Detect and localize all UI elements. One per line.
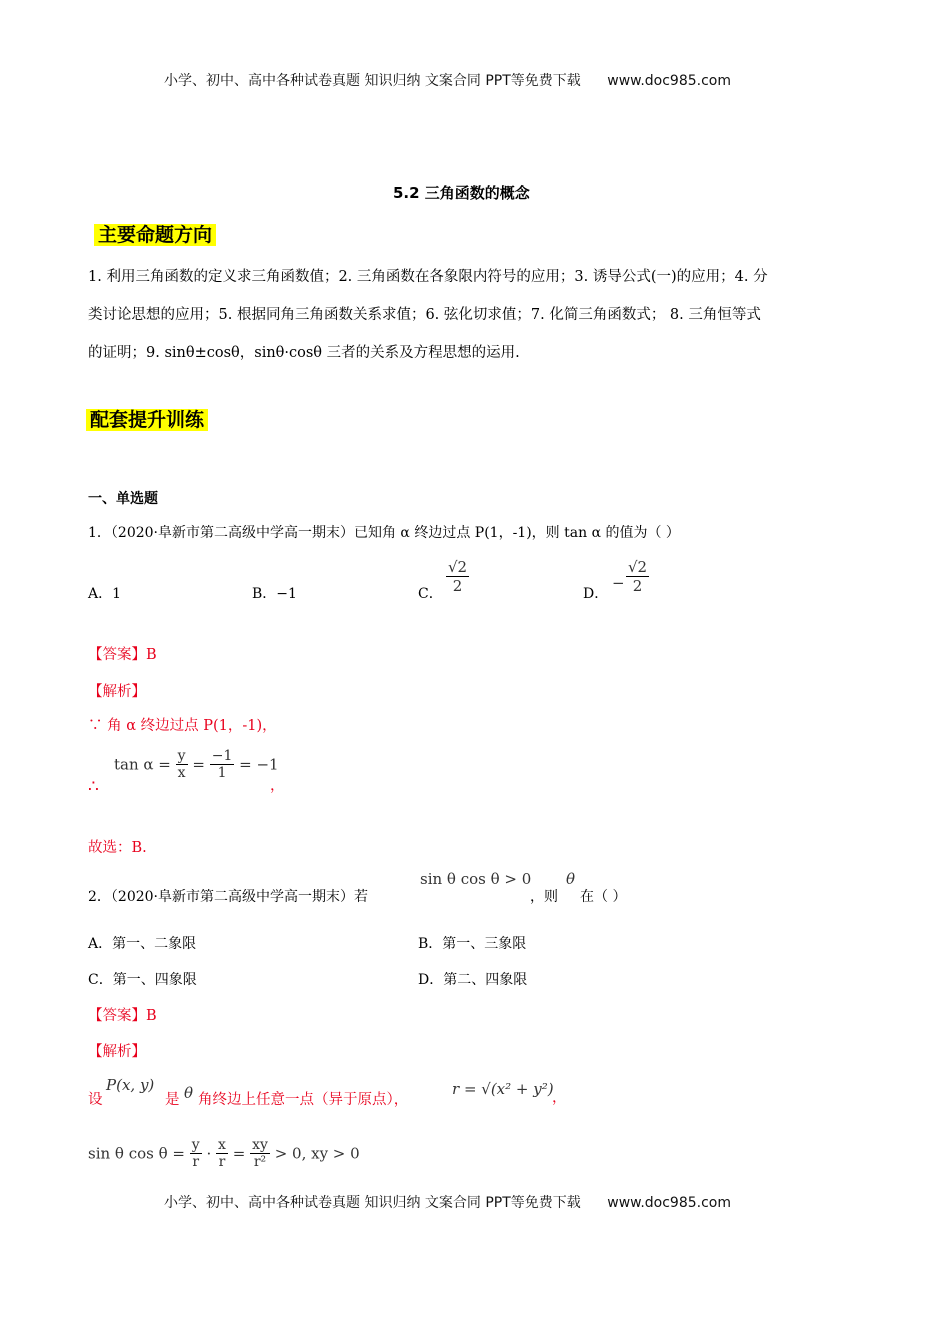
point-p: P(x, y) (106, 1076, 155, 1094)
comma: ， (552, 1090, 567, 1106)
q1-option-d-negative-sign: − (612, 574, 625, 592)
equals-sign: = (232, 1144, 246, 1163)
q2-solution-mid-2: 角终边上任意一点（异于原点）， (198, 1092, 409, 1108)
fraction-denominator: 2 (626, 576, 649, 595)
formula-rhs: = −1 (239, 755, 279, 774)
body-line: 的证明；9. sinθ±cosθ，sinθ·cosθ 三者的关系及方程思想的运用. (88, 345, 520, 361)
q1-solution-line-1: ∵ 角 α 终边过点 P(1，-1)， (88, 718, 277, 734)
q1-option-c-label: C． (418, 586, 443, 602)
q1-option-c-fraction (446, 558, 469, 595)
header-text: 小学、初中、高中各种试卷真题 知识归纳 文案合同 PPT等免费下载 (164, 73, 581, 89)
part-heading: 一、单选题 (88, 491, 158, 507)
question-2-stem-prefix: 2．（2020·阜新市第二高级中学高一期末）若 (88, 889, 368, 905)
q1-conclusion: 故选：B. (88, 840, 147, 856)
q2-solution-formula (88, 1137, 360, 1170)
body-line: 类讨论思想的应用；5. 根据同角三角函数关系求值；6. 弦化切求值；7. 化简三角函数式； 8. 三角恒等式 (88, 307, 761, 323)
q1-option-d-label: D． (583, 586, 609, 602)
q2-option-d: D．第二、四象限 (418, 972, 528, 988)
body-line: 1. 利用三角函数的定义求三角函数值；2. 三角函数在各象限内符号的应用；3. 诱导公式(一)的应用；4. 分 (88, 269, 768, 285)
section-heading-training (86, 406, 208, 434)
q2-option-b: B．第一、三象限 (418, 936, 527, 952)
comma: ， (270, 778, 285, 794)
question-2-stem-mid: ，则 (530, 889, 558, 905)
footer-url: www.doc985.com (607, 1195, 731, 1211)
q2-answer: 【答案】B (88, 1008, 157, 1024)
fraction-numerator: xy (252, 1137, 268, 1153)
therefore-symbol: ∴ (88, 777, 99, 797)
highlighted-heading: 主要命题方向 (94, 224, 216, 246)
footer-text: 小学、初中、高中各种试卷真题 知识归纳 文案合同 PPT等免费下载 (164, 1195, 581, 1211)
theta-symbol: θ (184, 1084, 194, 1102)
fraction-denominator: x (176, 764, 188, 781)
fraction-numerator: x (218, 1137, 226, 1153)
fraction-numerator: −1 (211, 748, 233, 764)
radius-formula: r = √(x² + y²) (452, 1080, 554, 1098)
q1-option-b: B．−1 (252, 586, 297, 602)
fraction-denominator: r² (250, 1153, 270, 1170)
q2-option-c: C．第一、四象限 (88, 972, 197, 988)
question-1-stem: 1．（2020·阜新市第二高级中学高一期末）已知角 α 终边过点 P(1，-1)，则 tan α 的值为（ ） (88, 525, 680, 541)
q2-solution-mid-1: 是 (165, 1092, 180, 1108)
fraction-denominator: r (190, 1153, 202, 1170)
q1-solution-formula (114, 748, 279, 781)
q1-option-d-fraction (626, 558, 649, 595)
formula-rhs: > 0, xy > 0 (274, 1144, 360, 1163)
section-body (88, 258, 768, 372)
fraction-numerator: √2 (628, 558, 648, 576)
fraction-numerator: y (177, 748, 186, 764)
q1-option-a: A．1 (88, 586, 122, 602)
dot: · (206, 1144, 212, 1163)
header-url: www.doc985.com (607, 73, 731, 89)
formula-lhs: tan α = (114, 755, 171, 774)
q1-answer: 【答案】B (88, 647, 157, 663)
fraction-numerator: y (191, 1137, 200, 1153)
section-heading-main-directions (94, 221, 216, 249)
fraction-denominator: 1 (210, 764, 235, 781)
question-2-stem-suffix: 在（ ） (580, 889, 627, 905)
q2-option-a: A．第一、二象限 (88, 936, 197, 952)
q1-analysis-label: 【解析】 (88, 684, 146, 700)
document-title: 5.2 三角函数的概念 (393, 184, 530, 202)
q2-solution-prefix: 设 (88, 1092, 103, 1108)
question-2-condition: sin θ cos θ > 0 (420, 870, 532, 888)
theta-symbol: θ (566, 870, 576, 888)
equals-sign: = (192, 755, 205, 774)
highlighted-heading: 配套提升训练 (86, 409, 208, 431)
page-header (164, 70, 731, 90)
page-footer (164, 1192, 731, 1212)
fraction-denominator: 2 (446, 576, 469, 595)
formula-lhs: sin θ cos θ = (88, 1144, 185, 1163)
fraction-denominator: r (216, 1153, 228, 1170)
q2-analysis-label: 【解析】 (88, 1044, 146, 1060)
fraction-numerator: √2 (448, 558, 468, 576)
